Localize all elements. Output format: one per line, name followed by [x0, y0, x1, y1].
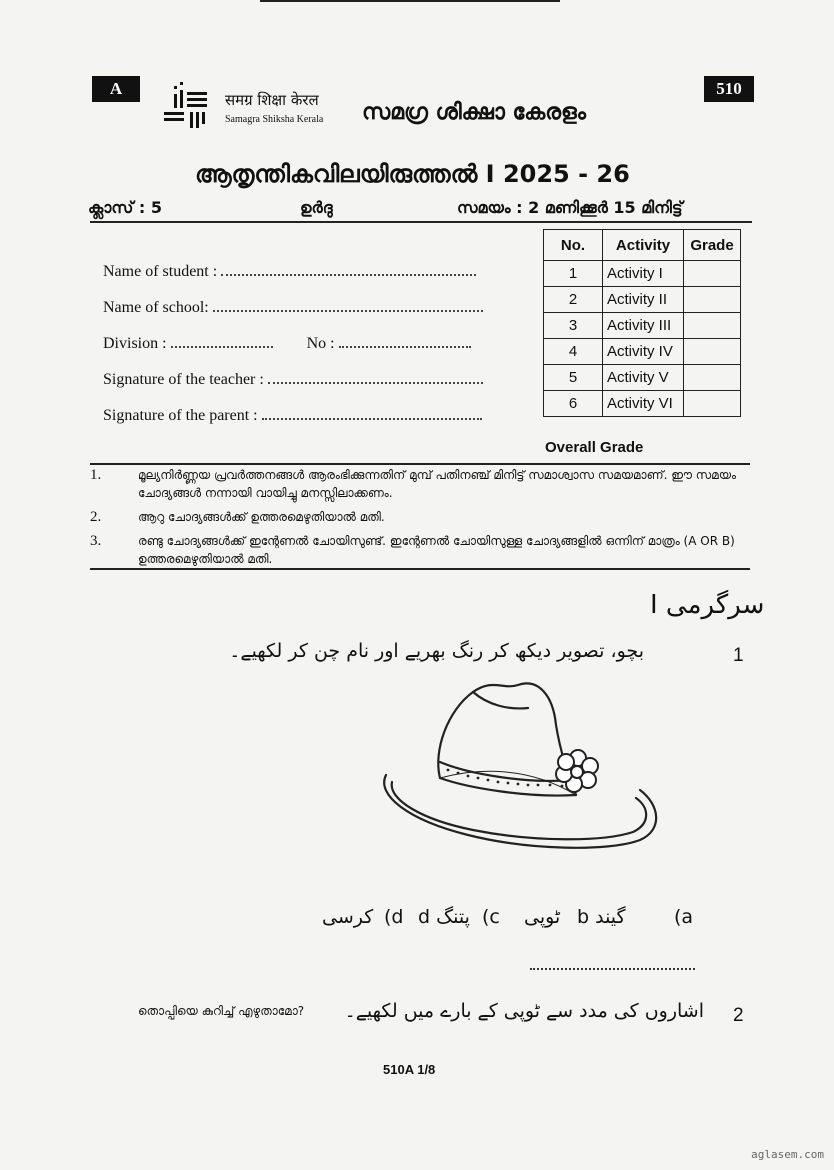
school-name-field[interactable]: Name of school:	[103, 298, 483, 317]
option-c[interactable]: ٹوپی	[524, 906, 561, 928]
option-d[interactable]: پتنگ d	[418, 906, 470, 928]
option-d-key: (d	[384, 906, 404, 928]
question-2-number: 2	[733, 1005, 744, 1026]
row-activity: Activity VI	[603, 391, 684, 417]
instructions	[90, 466, 750, 574]
table-row	[544, 261, 741, 287]
student-name-field[interactable]: Name of student :	[103, 262, 476, 281]
option-c-key: (c	[482, 906, 500, 928]
row-activity: Activity V	[603, 365, 684, 391]
row-no: 1	[544, 261, 603, 287]
activity-heading: سرگرمی I	[650, 590, 765, 620]
row-activity: Activity III	[603, 313, 684, 339]
header-divider	[90, 221, 752, 223]
logo-english-text: Samagra Shiksha Kerala	[225, 114, 324, 125]
grade-cell[interactable]	[684, 391, 741, 417]
grade-cell[interactable]	[684, 339, 741, 365]
table-row	[544, 339, 741, 365]
question-2-malayalam-hint: തൊപ്പിയെ കുറിച്ച് എഴുതാമോ?	[138, 1004, 305, 1018]
question-1-options	[322, 906, 702, 936]
row-no: 6	[544, 391, 603, 417]
instruction-item: 2. ആറു ചോദ്യങ്ങൾക്ക് ഉത്തരമെഴുതിയാൽ മതി.	[90, 509, 385, 525]
col-activity: Activity	[603, 230, 684, 261]
page-footer: 510A 1/8	[383, 1062, 436, 1077]
hat-illustration-icon	[378, 670, 660, 855]
grade-cell[interactable]	[684, 287, 741, 313]
row-activity: Activity II	[603, 287, 684, 313]
row-no: 3	[544, 313, 603, 339]
question-1-answer-line[interactable]	[530, 968, 695, 970]
table-row	[544, 365, 741, 391]
question-1-number: 1	[733, 645, 744, 666]
roll-number-label: No :	[306, 335, 335, 352]
organization-name: സമഗ്ര ശിക്ഷാ കേരളം	[362, 100, 586, 125]
grade-cell[interactable]	[684, 313, 741, 339]
col-no: No.	[544, 230, 603, 261]
overall-grade-label: Overall Grade	[545, 439, 644, 456]
option-a[interactable]: گیند b	[577, 906, 626, 928]
samagra-logo-icon	[160, 80, 212, 132]
logo-hindi-text: समग्र शिक्षा केरल	[225, 91, 319, 109]
top-edge-line	[260, 0, 560, 2]
parent-signature-field[interactable]: Signature of the parent :	[103, 406, 482, 425]
table-row	[544, 313, 741, 339]
grade-cell[interactable]	[684, 365, 741, 391]
paper-set-tag: A	[92, 76, 140, 102]
row-no: 4	[544, 339, 603, 365]
instruction-item: 1. മൂല്യനിർണ്ണയ പ്രവർത്തനങ്ങൾ ആരംഭിക്കുന്നതിന് മുമ്പ് പതിനഞ്ച് മിനിട്ട് സമാശ്വാസ സമയമാണ്. ഈ സമയം ചോദ്യങ്ങൾ നന്നായി വായിച്ചു മനസ്സിലാക്കണം.	[90, 467, 736, 500]
table-row	[544, 391, 741, 417]
time-label: സമയം : 2 മണിക്കൂർ 15 മിനിട്ട്	[457, 198, 683, 217]
instruction-item: 3. രണ്ടു ചോദ്യങ്ങൾക്ക് ഇന്റേണൽ ചോയിസുണ്ട്. ഇന്റേണൽ ചോയിസുള്ള ചോദ്യങ്ങളിൽ ഒന്നിന് മാത്രം (A OR B) ഉത്തരമെഴുതിയാൽ മതി.	[90, 533, 735, 566]
class-label: ക്ലാസ് : 5	[88, 198, 162, 217]
option-e[interactable]: کرسی	[322, 906, 374, 928]
row-no: 2	[544, 287, 603, 313]
col-grade: Grade	[684, 230, 741, 261]
division-field[interactable]: Division : No :	[103, 334, 471, 353]
option-a-key: (a	[674, 906, 694, 928]
row-activity: Activity IV	[603, 339, 684, 365]
row-no: 5	[544, 365, 603, 391]
teacher-signature-field[interactable]: Signature of the teacher :	[103, 370, 483, 389]
subject-label: ഉർദു	[300, 198, 333, 217]
instructions-bottom-rule	[90, 568, 750, 570]
grade-cell[interactable]	[684, 261, 741, 287]
row-activity: Activity I	[603, 261, 684, 287]
grade-table-header	[544, 230, 741, 261]
grade-table	[543, 229, 741, 417]
instructions-top-rule	[90, 463, 750, 465]
watermark: aglasem.com	[751, 1148, 824, 1161]
exam-title: ആതൃന്തികവിലയിരുത്തൽ I 2025 - 26	[195, 160, 630, 188]
table-row	[544, 287, 741, 313]
paper-code-tag: 510	[704, 76, 754, 102]
question-2-text: اشاروں کی مدد سے ٹوپی کے بارے میں لکھیے۔	[344, 1000, 704, 1022]
question-1-text: بچو، تصویر دیکھ کر رنگ بھریے اور نام چن کر لکھیے۔	[229, 640, 644, 662]
